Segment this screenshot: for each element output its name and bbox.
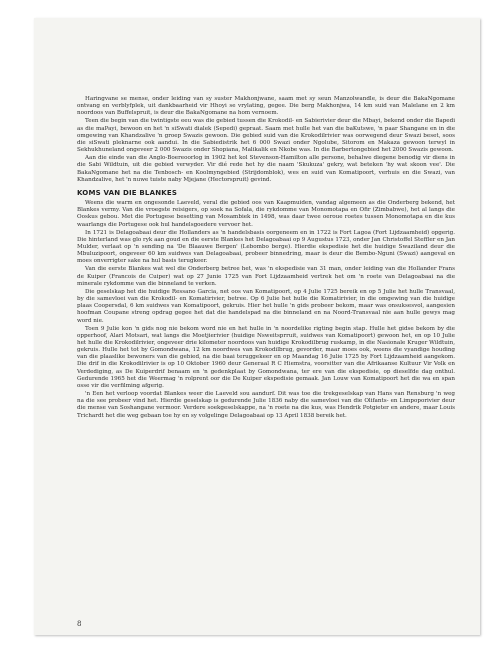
paragraph: Die geselskap het die huidige Ressano Garcia, net oos van Komatipoort, op 4 Julie 1725 bereik en op 5 Julie het hulle Transvaal, by die samevloei van die Krokodil- en Komatirivier, betree. Op 6 Julie het hulle die Komatirivier, in die omgewing van die huidige plaas Coopersdal, 6 km suidwes van Komatipoort, gekruis. Hier het hulle 'n gids probeer bekom, maar was onsuksesvol, aangesien hoofman Coupane streng opdrag gegee het dat die handelspad na die binneland en na Noord-Transvaal nie aan hulle gewys mag word nie. — [77, 288, 455, 324]
paragraph: Weens die warm en ongesonde Laeveld, veral die gebied oos van Kaapmuiden, vandag algemeen as die Onderberg bekend, het Blankes vermy. Van die vroegste reisigers, op soek na Sofala, die rykdomme van Monomotapa en Ofir (Zimbabwe), het al langs die Ooskus gebou. Met die Portugese besetting van Mosambiek in 1498, was daar twee oeroue roetes tussen Monomotapa en die kus waarlangs die Portugese ook hul handelsgoedere vervoer het. — [77, 200, 455, 228]
document-page — [34, 18, 480, 635]
paragraph: Van die eerste Blankes wat wel die Onderberg betree het, was 'n ekspedisie van 31 man, onder leiding van die Hollander Frans de Kuiper (Francois de Cuiper) wat op 27 Junie 1725 van Fort Lijdzaamheid vertrek het om 'n roete van Delagoabaai na die minerale rykdomme van die binneland te verken. — [77, 266, 455, 287]
paragraph: 'n Een het verloop voordat Blankes weer die Laeveld sou aandurf. Dit was toe die trekgeselskap van Hans van Rensburg 'n weg na die see probeer vind het. Hierdie geselskap is gedurende Julie 1836 naby die samevloei van die Olifants- en Limpoporivier deur die mense van Soshangane vermoor. Verdere soekgeselskappe, na 'n roete na die kus, was Hendrik Potgieter en andere, maar Louis Trichardt het die weg gebaan toe hy en sy volgelinge Delagoabaai op 13 April 1838 bereik het. — [77, 391, 455, 419]
paragraph: In 1721 is Delagoabaai deur die Hollanders as 'n handelsbasis oorgeneem en in 1722 is Fort Lagoa (Fort Lijdzaamheid) opgerig. Die hinterland was glo ryk aan goud en die eerste Blankes het Delagoabaai op 9 Augustus 1723, onder Jan Christoffel Steffler en Jan Mulder, verlaat op 'n sending na 'De Blaauwe Bergen' (Lebombo berge). Hierdie ekspedisie het die huidige Swaziland deur die Mbuluzipoort, ongeveer 60 km suidwes van Delagoabaai, probeer binnedring, maar is deur die Bembo-Nguni (Swazi) aangeval en moes onverrigter sake na hul basis terugkeer. — [77, 229, 455, 265]
page-number: 8 — [77, 620, 82, 628]
body-text — [77, 96, 455, 421]
paragraph: Teen die begin van die twintigste eeu was die gebied tussen die Krokodil- en Sabierivier deur die Mbayi, bekend onder die Bapedi as die maPayi, bewoon en het 'n siSwati dialek (Sepedi) gepraat. Saam met hulle het van die baKutswe, 'n paar Shangane en in die omgewing van Khandzalive 'n groep Swazis gewoon. Die gebied suid van die Krokodilrivier was oorwegend deur Swazi beset, soos die siSwati pleknarne ook aandui. In die Sabiedistrik het 6 000 Swazi onder Ngolube, Sitorom en Makaza gewoon terwyl in Sekhukhuneland ongeveer 2 000 Swazis onder Shopiana, Malikalik en Nkobe was. In die Barbertongebied het 2000 Swazis gewoon. — [77, 118, 455, 154]
section-heading: KOMS VAN DIE BLANKES — [77, 188, 178, 197]
paragraph: Haringvane se mense, onder leiding van sy suster Makhonjwane, saam met sy seun Manzolwandle, is deur die BakaNgomane ontvang en verblyfplek, uit dankbaarheid vir Hhoyi se vrylating, gegee. Die berg Makhonjwa, 14 km suid van Malelane en 2 km noordoos van Buffelspruit, is deur die BakaNgomane na hom vernoem. — [77, 96, 455, 117]
paragraph: Aan die einde van die Anglo-Boereoorlog in 1902 het kol Stevenson-Hamilton alle persone, behalwe diegene benodig vir diens in die Sabi Wildtuin, uit die gebied verwyder. Vir dié rede het hy die naam 'Skukuza' gekry, wat beteken 'hy wat skoon vee'. Die BakaNgomane het na die Tenbosch- en Koolmyngebied (Strijdomblok), wes en suid van Komatipoort, verhuis en die Swazi, van Khandzalive, het 'n nuwe tuiste naby Mjejane (Hectorspruit) gevind. — [77, 155, 455, 183]
paragraph: Toen 9 Julie kon 'n gids nog nie bekom word nie en het hulle in 'n noordelike rigting begin stap. Hulle het gidse bekom by die opperhoof, Alari Motsari, wat langs die Moetjierivier (huidige Nsweitsprruit, suidwes van Komatipoort) gewoon het, en op 10 Julie het hulle die Krokodilrivier, ongeveer drie kilometer noordoos van huidige Krokodilbrug ruskamp, in die Nasionale Kruger Wildtuin, gekruis. Hulle het tot by Gomondwana, 12 km noordwes van Krokodilbrug, gevorder, maar moes ook, weens die vyandige houding van die plaaslike bewoners van die gebied, na die baai teruggekeer en op Maandag 16 Julie 1725 by Fort Lijdzaamheid aangekom. Die drif in die Krokodilrivier is op 10 Oktober 1960 deur Generaal R C Hiemstra, voorsitter van die Afrikaanse Kultuur Vir Volk en Verdediging, as De Kuiperdrif benaam en 'n gedenkplaat by Gomondwana, ter ere van die ekspedisie, op dieselfde dag onthul. Gedurende 1965 het die Weermag 'n rolprent oor die De Kuiper ekspedisie gemaak. Jan Louw van Komatipoort het die wa en span osse vir die verfilming afgerig. — [77, 325, 455, 389]
